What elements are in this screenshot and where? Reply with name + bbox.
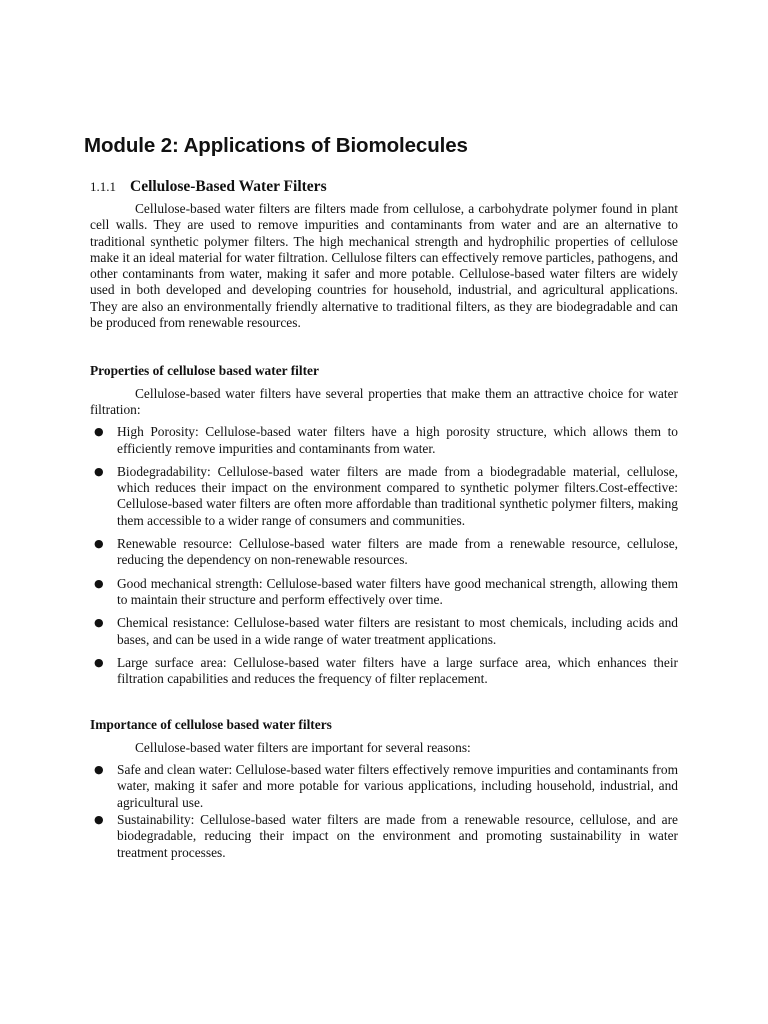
list-item-text: Safe and clean water: Cellulose-based water filters effectively remove impurities and contaminants from water, making it safer and more potable for various applications, including household, industrial, and agricultural use. xyxy=(117,762,678,810)
bullet-icon: ● xyxy=(94,464,104,478)
bullet-icon: ● xyxy=(94,537,104,551)
bullet-icon: ● xyxy=(94,425,104,439)
section-title: Cellulose-Based Water Filters xyxy=(130,178,327,195)
module-title: Module 2: Applications of Biomolecules xyxy=(84,134,468,157)
list-item-text: Renewable resource: Cellulose-based water filters are made from a renewable resource, cellulose, reducing the dependency on non-renewable resources. xyxy=(117,536,678,568)
list-item xyxy=(90,576,678,609)
list-item xyxy=(90,536,678,569)
intro-paragraph: Cellulose-based water filters are filters made from cellulose, a carbohydrate polymer found in plant cell walls. They are used to remove impurities and contaminants from water and are an alternative to traditional synthetic polymer filters. The high mechanical strength and hydrophilic properties of cellulose make it an ideal material for water filtration. Cellulose filters can effectively remove particles, pathogens, and other contaminants from water, making it safer and more potable. Cellulose-based water filters are widely used in both developed and developing countries for household, industrial, and agricultural applications. They are also an environmentally friendly alternative to traditional filters, as they are biodegradable and can be produced from renewable resources. xyxy=(90,201,678,331)
list-item xyxy=(90,762,678,811)
bullet-icon: ● xyxy=(94,763,104,777)
importance-heading: Importance of cellulose based water filters xyxy=(90,717,332,733)
list-item xyxy=(90,812,678,861)
list-item xyxy=(90,615,678,648)
properties-intro: Cellulose-based water filters have several properties that make them an attractive choice for water filtration: xyxy=(90,385,678,417)
list-item-text: Good mechanical strength: Cellulose-based water filters have good mechanical strength, allowing them to maintain their structure and perform effectively over time. xyxy=(117,575,678,607)
list-item-text: Large surface area: Cellulose-based water filters have a large surface area, which enhances their filtration capabilities and reduces the frequency of filter replacement. xyxy=(117,654,678,687)
section-number: 1.1.1 xyxy=(90,179,116,194)
list-item xyxy=(90,424,678,457)
bullet-icon: ● xyxy=(94,812,104,826)
properties-heading: Properties of cellulose based water filter xyxy=(90,363,319,379)
properties-list xyxy=(90,424,678,687)
bullet-icon: ● xyxy=(94,655,104,669)
bullet-icon: ● xyxy=(94,576,104,590)
document-page xyxy=(84,132,678,861)
list-item-text: Chemical resistance: Cellulose-based water filters are resistant to most chemicals, including acids and bases, and can be used in a wide range of water treatment applications. xyxy=(117,615,678,647)
list-item xyxy=(90,464,678,529)
list-item-text: Biodegradability: Cellulose-based water filters are made from a biodegradable material, cellulose, which reduces their impact on the environment compared to synthetic polymer filters.Cost-effective: Cellulose-based water filters are often more affordable than traditional synthetic polymer filters, making them accessible to a wider range of consumers and communities. xyxy=(117,463,678,528)
importance-intro: Cellulose-based water filters are important for several reasons: xyxy=(135,739,471,755)
list-item-text: High Porosity: Cellulose-based water filters have a high porosity structure, which allows them to efficiently remove impurities and contaminants from water. xyxy=(117,424,678,456)
list-item-text: Sustainability: Cellulose-based water filters are made from a renewable resource, cellulose, and are biodegradable, reducing their impact on the environment and promoting sustainability in water treatment processes. xyxy=(117,811,678,860)
importance-list xyxy=(90,762,678,861)
list-item xyxy=(90,655,678,688)
section-heading xyxy=(90,177,678,197)
bullet-icon: ● xyxy=(94,616,104,630)
